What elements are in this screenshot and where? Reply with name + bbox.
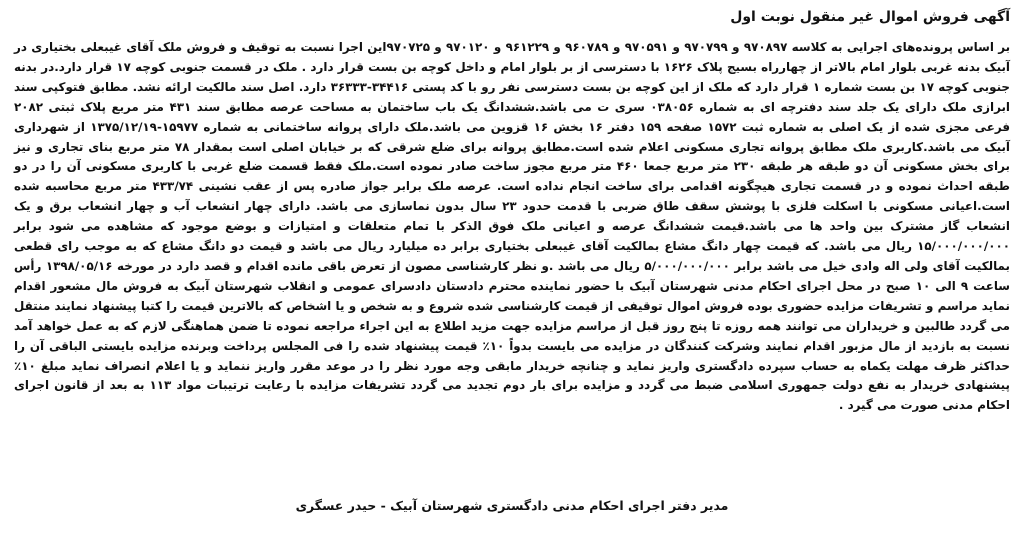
notice-body: بر اساس پرونده‌های اجرایی به کلاسه ۹۷۰۸۹۷ و ۹۷۰۷۹۹ و ۹۷۰۵۹۱ و ۹۶۰۷۸۹ و ۹۶۱۲۲۹ و ۹۷۰۱۲۰ و ۹۷۰۷۲۵این اجرا نسبت به توقیف و فروش ملک آقای غیبعلی بختیاری در آبیک بدنه غربی بلوار امام بالاتر از چهارراه بسیج پلاک ۱۶۲۶ با دسترسی از بر بلوار امام و داخل کوچه بن بست قرار دارد . ملک در قسمت جنوبی کوچه ۱۷ قرار دارد.در بدنه جنوبی کوچه ۱۷ بن بست شماره ۱ قرار دارد که ملک از این کوچه بن بست دسترسی نفر رو با کد پستی ۳۴۴۱۶-۳۶۳۳۳ دارد. اصل سند مالکیت ارائه نشد. مطابق فتوکپی سند ابرازی ملک دارای یک جلد سند دفترچه ای به شماره ۰۳۸۰۵۶ سری ت می باشد.ششدانگ یک باب ساختمان به مساحت عرصه مطابق سند ۴۳۱ متر مربع پلاک ثبتی ۲۰۸۲ فرعی مجزی شده از یک اصلی به شماره ثبت ۱۵۷۲ صفحه ۱۵۹ دفتر ۱۶ بخش ۱۶ قزوین می باشد.ملک دارای پروانه ساختمانی به شماره ۱۵۹۷۷-۱۳۷۵/۱۲/۱۹ از شهرداری آبیک می باشد.کاربری ملک مطابق پروانه تجاری مسکونی اعلام شده است.مطابق پروانه برای ضلع شرقی که بر خیابان اصلی است بمقدار ۷۸ متر مربع بنای تجاری و نیز برای بخش مسکونی آن دو طبقه هر طبقه ۲۳۰ متر مربع جمعا ۴۶۰ متر مربع مجوز ساخت صادر نموده است.ملک فقط قسمت ضلع غربی با کاربری مسکونی آن را در دو طبقه احداث نموده و در قسمت تجاری هیچگونه اقدامی برای ساخت انجام نداده است. عرصه ملک برابر جواز صادره پس از عقب نشینی ۴۳۳/۷۴ متر مربع محاسبه شده است.اعیانی مسکونی با اسکلت فلزی با پوشش سقف طاق ضربی با قدمت حدود ۲۳ سال بدون نماسازی می باشد. دارای چهار انشعاب آب و چهار انشعاب برق و یک انشعاب گاز مشترک بین واحد ها می باشد.قیمت ششدانگ عرصه و اعیانی ملک فوق الذکر با تمام متعلقات و امتیازات و بوضع موجود که مشاهده می شود برابر ۱۵/۰۰۰/۰۰۰/۰۰۰ ریال می باشد. که قیمت چهار دانگ مشاع بمالکیت آقای غیبعلی بختیاری برابر ده میلیارد ریال می باشد و قیمت دو دانگ مشاع که به موجب رای قطعی بمالکیت آقای ولی اله وادی خیل می باشد برابر ۵/۰۰۰/۰۰۰/۰۰۰ ریال می باشد .و نظر کارشناسی مصون از تعرض باقی مانده اقدام و قصد دارد در مورخه ۱۳۹۸/۰۵/۱۶ رأس ساعت ۹ الی ۱۰ صبح در محل اجرای احکام مدنی شهرستان آبیک با حضور نماینده محترم دادستان دادسرای عمومی و انقلاب شهرستان آبیک به فروش مال مشعور اقدام نماید مراسم و تشریفات مزایده حضوری بوده فروش اموال توقیفی از قیمت کارشناسی شده شروع و به شخص و یا اشخاص که بالاترین قیمت را کتبا پیشنهاد نمایند منتقل می گردد طالبین و خریداران می توانند همه روزه تا پنج روز قبل از مراسم مزایده جهت مزید اطلاع به این اجراء مراجعه نموده تا ضمن هماهنگی لازم که به عمل خواهد آمد نسبت به بازدید از مال مزبور اقدام نمایند وشرکت کنندگان در مزایده می بایست بدواً ۱۰٪ قیمت پیشنهاد شده را فی المجلس پرداخت وبرنده مزایده بایستی الباقی آن را حداکثر ظرف مهلت یکماه به حساب سپرده دادگستری واریز نماید و چنانچه خریدار مابقی وجه مورد نظر را در موعد مقرر واریز ننماید و یا اعلام انصراف نماید مبلغ ۱۰٪ پیشنهادی خریدار به نفع دولت جمهوری اسلامی ضبط می گردد و مزایده برای بار دوم تجدید می گردد تشریفات مزایده با رعایت ترتیبات مواد ۱۱۳ به بعد از قانون اجرای احکام مدنی صورت می گیرد .	[14, 40, 1011, 413]
legal-notice	[14, 6, 1010, 534]
notice-signature: مدیر دفتر اجرای احکام مدنی دادگستری شهرستان آبیک - حیدر عسگری	[295, 498, 729, 513]
notice-title: آگهی فروش اموال غیر منقول نوبت اول	[730, 9, 1010, 25]
